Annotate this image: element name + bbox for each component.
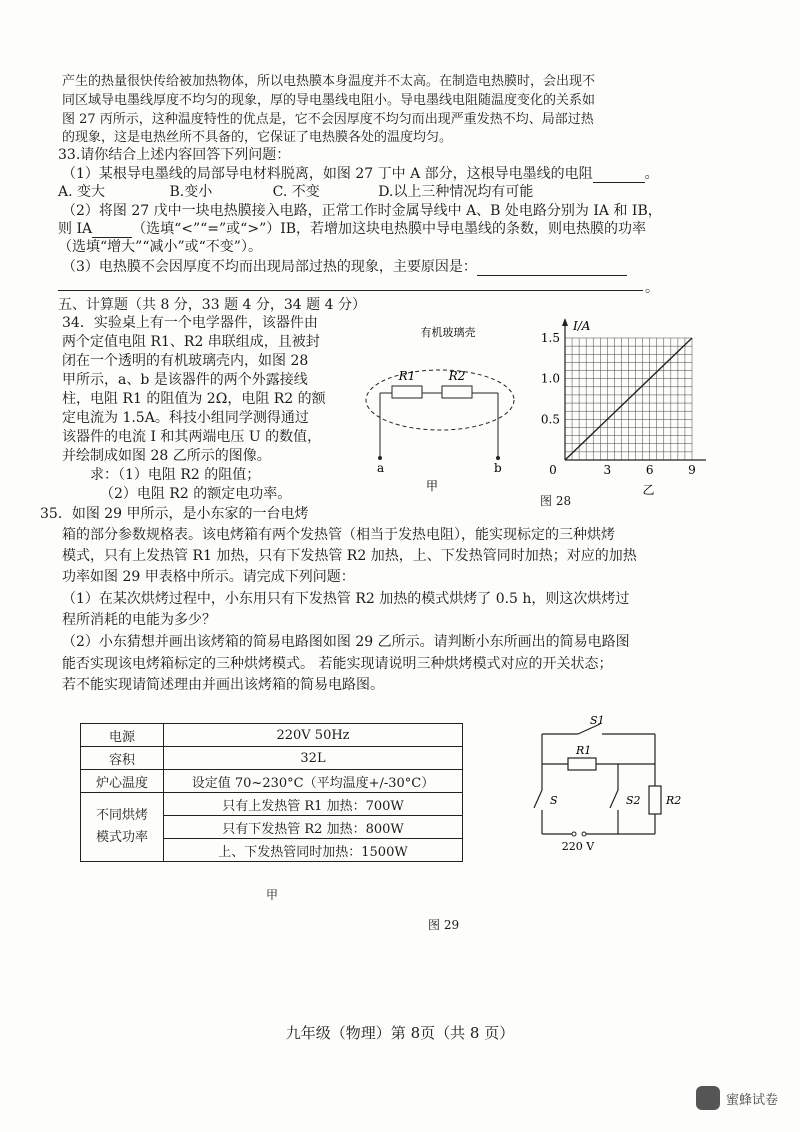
glass-shell [366, 370, 514, 430]
terminal-b-label: b [494, 461, 502, 475]
option-d: D.以上三种情况均有可能 [378, 184, 534, 200]
y-axis-label: I/A [573, 319, 591, 333]
resistor-r1 [392, 386, 422, 398]
q34-line-7: 该器件的电流 I 和其两端电压 U 的数值， [62, 429, 322, 445]
fig28-sub-caption-b: 乙 [642, 483, 655, 497]
intro-line-1: 产生的热量很快传给被加热物体，所以电热膜本身温度并不太高。在制造电热膜时，会出现不 [62, 74, 596, 89]
q33-title: 33.请你结合上述内容回答下列问题： [58, 147, 291, 163]
q33-part2a: （2）将图 27 戊中一块电热膜接入电路，正常工作时金属导线中 A、B 处电路分别为 IA 和 IB， [62, 203, 662, 219]
x-tick-label: 6 [645, 463, 654, 477]
x-tick-label: 0 [549, 463, 557, 477]
power-label: 电源 [81, 724, 164, 747]
q35-line-4: 功率如图 29 甲表格中所示。请完成下列问题： [62, 569, 355, 585]
switch-s [534, 790, 542, 808]
q34-line-6: 定电流为 1.5A。科技小组同学测得通过 [62, 410, 309, 426]
intro-line-4: 的现象，这是电热丝所不具备的，它保证了电热膜各处的温度均匀。 [62, 130, 453, 145]
option-c: C. 不变 [272, 184, 320, 200]
y-tick-label: 1.5 [540, 331, 560, 345]
q34-line-3: 闭在一个透明的有机玻璃壳内，如图 28 [62, 353, 309, 369]
fig28-iu-chart [530, 305, 720, 505]
watermark: 蜜蜂试卷 [696, 1086, 778, 1110]
temp-value: 设定值 70~230°C（平均温度+/-30°C） [164, 770, 463, 793]
q35-line-5: （1）在某次烘烤过程中，小东用只有下发热管 R2 加热的模式烘烤了 0.5 h，则这次烘烤过 [62, 591, 630, 607]
mode-lower: 只有下发热管 R2 加热：800W [164, 816, 463, 839]
q34-line-2: 两个定值电阻 R1、R2 串联组成，且被封 [62, 334, 320, 350]
x-tick-label: 3 [603, 463, 612, 477]
x-tick-label: 9 [688, 463, 696, 477]
resistor-r2 [649, 786, 661, 814]
q33-blank-3 [477, 261, 627, 276]
table-caption: 甲 [266, 888, 279, 902]
watermark-logo-icon [696, 1086, 720, 1110]
q33-blank-1 [593, 168, 645, 183]
y-axis-arrow [562, 318, 568, 326]
y-tick-label: 0.5 [540, 412, 560, 427]
oven-spec-table [80, 723, 463, 862]
terminal-a [378, 456, 382, 460]
fig28-device-diagram [360, 320, 520, 500]
intro-line-2: 同区域导电墨线厚度不均匀的现象，厚的导电墨线电阻小。导电墨线电阻随温度变化的关系如 [62, 93, 596, 108]
q35-line-2: 箱的部分参数规格表。该电烤箱有两个发热管（相当于发热电阻），能实现标定的三种烘烤 [62, 527, 615, 543]
q33-part1: （1）某根导电墨线的局部导电材料脱离，如图 27 丁中 A 部分，这根导电墨线的电阻 。 [62, 166, 659, 182]
resistor-r2 [442, 386, 472, 398]
q35-line-7: （2）小东猜想并画出该烤箱的简易电路图如图 29 乙所示。请判断小东所画出的简易电路图 [62, 634, 630, 650]
s1-label: S1 [590, 714, 605, 727]
q33-part3: （3）电热膜不会因厚度不均而出现局部过热的现象，主要原因是： [62, 258, 627, 276]
q35-line-8: 能否实现该电烤箱标定的三种烘烤模式。 若能实现请说明三种烘烤模式对应的开关状态； [62, 656, 613, 672]
r1-label: R1 [398, 369, 416, 383]
section-5-heading: 五、计算题（共 8 分，33 题 4 分，34 题 4 分） [58, 297, 366, 313]
page-footer: 九年级（物理）第 8页（共 8 页） [285, 1024, 515, 1042]
table-row [81, 793, 463, 816]
q35-line-1: 35．如图 29 甲所示，是小东家的一台电烤 [40, 506, 309, 522]
switch-s2 [610, 790, 618, 808]
volume-label: 容积 [81, 747, 164, 770]
volume-value: 32L [164, 747, 463, 770]
q33-options [58, 183, 533, 201]
temp-label: 炉心温度 [81, 770, 164, 793]
q34-ask-1: 求：（1）电阻 R2 的阻值； [90, 467, 261, 483]
r2-label: R2 [666, 794, 682, 807]
source-label: 220 V [561, 840, 595, 853]
source-terminal [572, 832, 576, 836]
q34-line-5: 柱，电阻 R1 的阻值为 2Ω，电阻 R2 的额 [62, 391, 326, 407]
terminal-a-label: a [377, 461, 385, 475]
table-row [81, 770, 463, 793]
intro-line-3: 图 27 丙所示，这种温度特性的优点是，它不会因厚度不均匀而出现严重发热不均、局部过热 [62, 112, 594, 127]
q35-line-9: 若不能实现请简述理由并画出该烤箱的简易电路图。 [62, 677, 384, 693]
q33-part2b: 则 IA （选填“<”“=”或“>”）IB，若增加这块电热膜中导电墨线的条数，则电热膜的功率 [58, 221, 647, 237]
table-row [81, 724, 463, 747]
option-b: B.变小 [169, 184, 213, 200]
answer-line [58, 290, 643, 291]
terminal-b [496, 456, 500, 460]
q35-line-3: 模式，只有上发热管 R1 加热，只有下发热管 R2 加热，上、下发热管同时加热；对应的加热 [62, 548, 637, 564]
source-terminal [582, 832, 586, 836]
q34-line-4: 甲所示，a、b 是该器件的两个外露接线 [62, 372, 308, 388]
table-row [81, 747, 463, 770]
power-value: 220V 50Hz [164, 724, 463, 747]
fig29-caption: 图 29 [428, 918, 460, 932]
mode-upper: 只有上发热管 R1 加热：700W [164, 793, 463, 816]
fig28-caption: 图 28 [540, 494, 572, 508]
mode-both: 上、下发热管同时加热：1500W [164, 839, 463, 862]
r1-label: R1 [576, 744, 592, 757]
resistor-r1 [568, 758, 596, 770]
glass-shell-label: 有机玻璃壳 [420, 326, 476, 339]
q35-line-6: 程所消耗的电能为多少？ [62, 612, 216, 628]
q33-part2c: （选填“增大”“减小”或“不变”）。 [58, 239, 262, 255]
r2-label: R2 [448, 369, 466, 383]
q34-ask-2: （2）电阻 R2 的额定电功率。 [100, 486, 292, 502]
q33-blank-2 [92, 223, 132, 238]
s-label: S [550, 794, 558, 807]
q33-part3-end: 。 [645, 280, 659, 296]
fig28-sub-caption-a: 甲 [425, 479, 439, 493]
option-a: A. 变大 [58, 184, 106, 200]
s2-label: S2 [626, 794, 641, 807]
fig29-oven-circuit [520, 712, 700, 862]
y-tick-label: 1.0 [540, 371, 560, 386]
q34-line-8: 并绘制成如图 28 乙所示的图像。 [62, 448, 271, 464]
mode-label: 不同烘烤 模式功率 [81, 793, 164, 862]
q34-line-1: 34．实验桌上有一个电学器件，该器件由 [62, 315, 318, 331]
chart-ticks [541, 331, 696, 477]
